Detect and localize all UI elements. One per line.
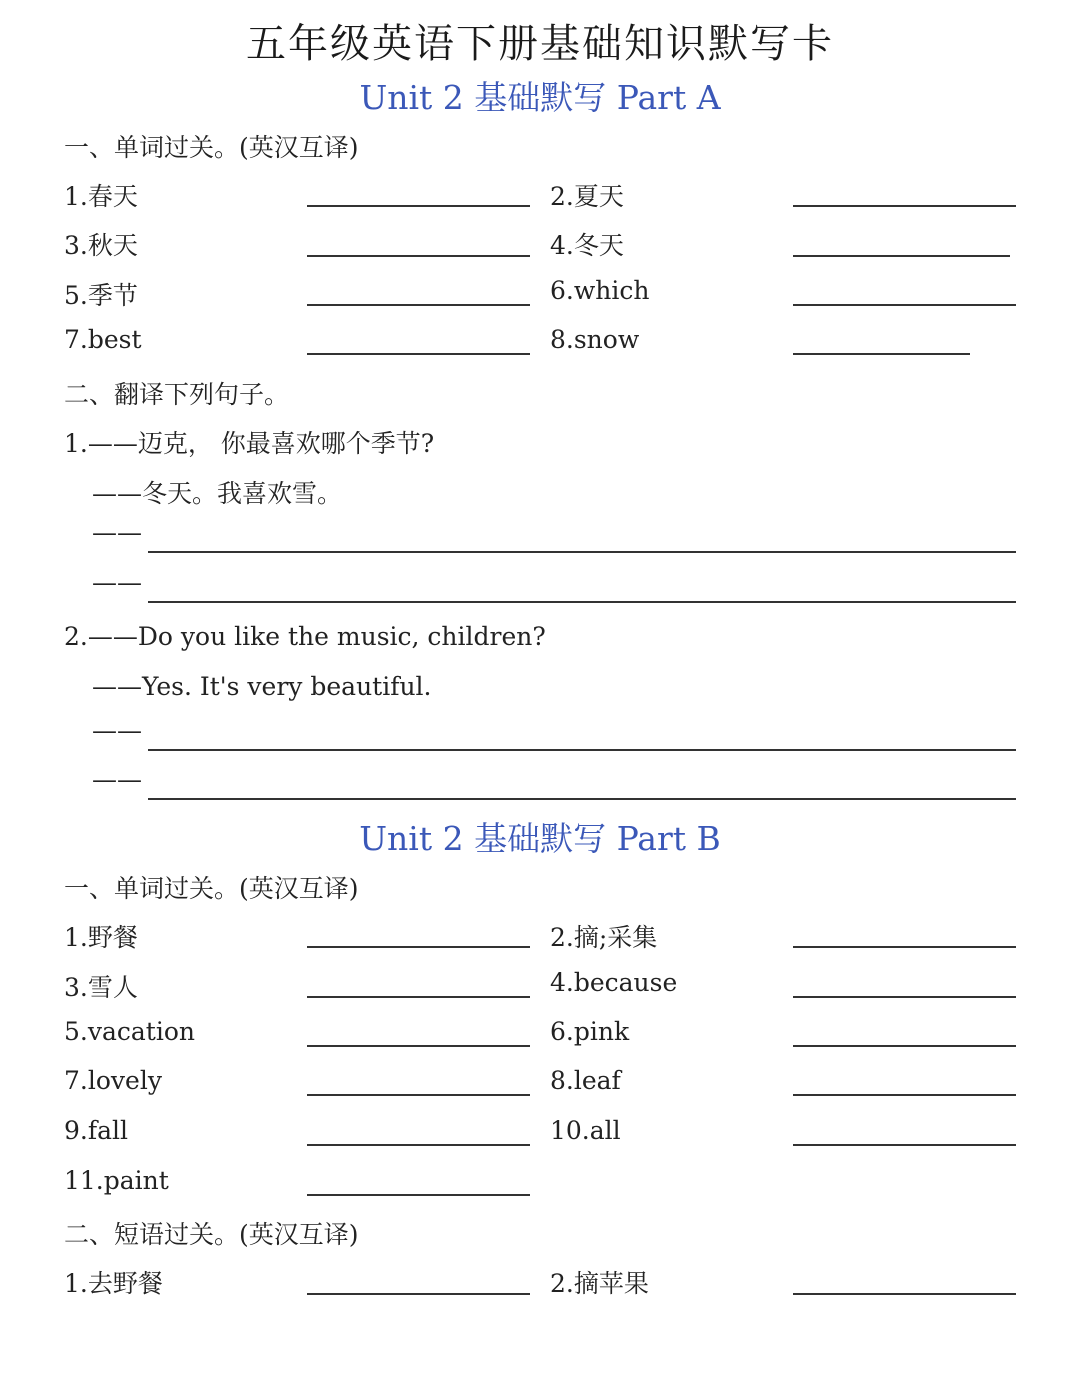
answer-dash: —— <box>92 716 142 745</box>
part-a-section1-heading: 一、单词过关。(英汉互译) <box>64 133 359 162</box>
answer-blank[interactable] <box>793 304 1016 306</box>
word-item: 6.pink <box>550 1017 630 1046</box>
word-item: 7.lovely <box>64 1066 162 1095</box>
phrase-item: 1.去野餐 <box>64 1269 163 1298</box>
part-b-section1-heading: 一、单词过关。(英汉互译) <box>64 874 359 903</box>
answer-blank[interactable] <box>793 205 1016 207</box>
answer-dash: —— <box>92 518 142 547</box>
word-item: 5.vacation <box>64 1017 195 1046</box>
answer-blank[interactable] <box>793 255 1010 257</box>
answer-blank[interactable] <box>307 1144 530 1146</box>
answer-line[interactable] <box>148 551 1016 553</box>
answer-blank[interactable] <box>793 996 1016 998</box>
answer-blank[interactable] <box>307 946 530 948</box>
word-item: 11.paint <box>64 1166 169 1195</box>
answer-line[interactable] <box>148 749 1016 751</box>
word-item: 1.野餐 <box>64 923 138 952</box>
word-item: 5.季节 <box>64 281 138 310</box>
answer-blank[interactable] <box>793 1144 1016 1146</box>
word-item: 4.冬天 <box>550 231 624 260</box>
answer-line[interactable] <box>148 798 1016 800</box>
word-item: 2.摘;采集 <box>550 923 658 952</box>
word-item: 1.春天 <box>64 182 138 211</box>
sentence-prompt: ——Yes. It's very beautiful. <box>92 672 432 701</box>
sentence-prompt: 1.——迈克， 你最喜欢哪个季节? <box>64 429 435 458</box>
word-item: 3.秋天 <box>64 231 138 260</box>
word-item: 8.leaf <box>550 1066 621 1095</box>
part-a-section2-heading: 二、翻译下列句子。 <box>64 380 290 409</box>
answer-blank[interactable] <box>307 353 530 355</box>
answer-blank[interactable] <box>307 996 530 998</box>
answer-blank[interactable] <box>307 255 530 257</box>
answer-blank[interactable] <box>307 1293 530 1295</box>
word-item: 3.雪人 <box>64 973 138 1002</box>
sentence-prompt: 2.——Do you like the music, children? <box>64 622 546 651</box>
word-item: 9.fall <box>64 1116 129 1145</box>
answer-blank[interactable] <box>307 1094 530 1096</box>
worksheet-title: 五年级英语下册基础知识默写卡 <box>246 21 834 67</box>
answer-blank[interactable] <box>307 1194 530 1196</box>
word-item: 4.because <box>550 968 678 997</box>
word-item: 8.snow <box>550 325 640 354</box>
word-item: 10.all <box>550 1116 621 1145</box>
answer-line[interactable] <box>148 601 1016 603</box>
part-a-heading: Unit 2 基础默写 Part A <box>359 78 721 117</box>
answer-blank[interactable] <box>307 205 530 207</box>
answer-blank[interactable] <box>307 1045 530 1047</box>
answer-blank[interactable] <box>793 946 1016 948</box>
word-item: 2.夏天 <box>550 182 624 211</box>
word-item: 7.best <box>64 325 142 354</box>
answer-dash: —— <box>92 765 142 794</box>
answer-blank[interactable] <box>307 304 530 306</box>
sentence-prompt: ——冬天。我喜欢雪。 <box>92 479 343 508</box>
answer-dash: —— <box>92 568 142 597</box>
part-b-section2-heading: 二、短语过关。(英汉互译) <box>64 1220 359 1249</box>
part-b-heading: Unit 2 基础默写 Part B <box>359 819 721 858</box>
answer-blank[interactable] <box>793 1094 1016 1096</box>
phrase-item: 2.摘苹果 <box>550 1269 649 1298</box>
word-item: 6.which <box>550 276 650 305</box>
answer-blank[interactable] <box>793 1045 1016 1047</box>
answer-blank[interactable] <box>793 353 970 355</box>
answer-blank[interactable] <box>793 1293 1016 1295</box>
